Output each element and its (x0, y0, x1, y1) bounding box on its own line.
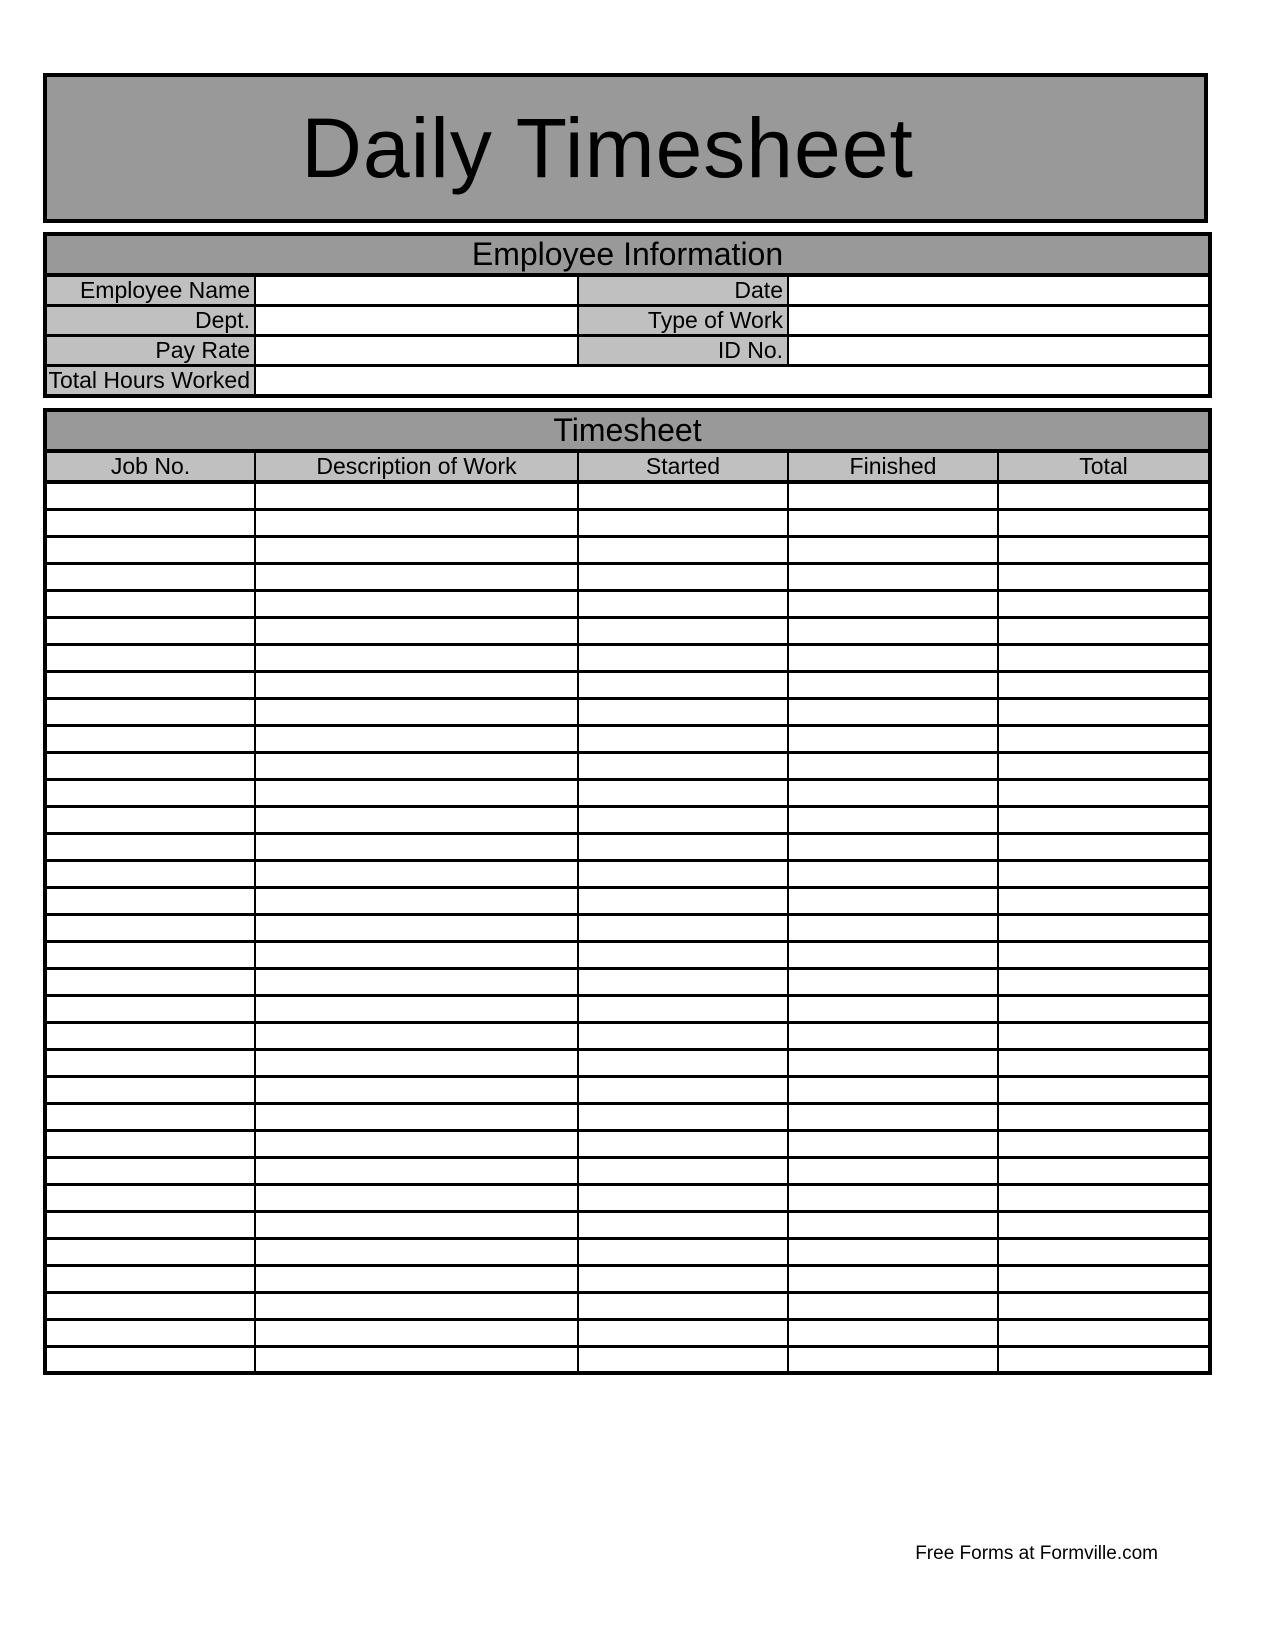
cell-finished[interactable] (788, 590, 998, 617)
cell-total[interactable] (998, 725, 1210, 752)
cell-job-no[interactable] (45, 779, 255, 806)
cell-description-of-work[interactable] (255, 914, 578, 941)
cell-total[interactable] (998, 617, 1210, 644)
table-row (45, 617, 1210, 644)
cell-started[interactable] (578, 968, 788, 995)
label-dept: Dept. (45, 306, 255, 336)
table-row (45, 1130, 1210, 1157)
cell-started[interactable] (578, 752, 788, 779)
cell-finished[interactable] (788, 860, 998, 887)
total-hours-worked-field[interactable] (255, 366, 1210, 397)
table-row (45, 968, 1210, 995)
cell-finished[interactable] (788, 725, 998, 752)
cell-total[interactable] (998, 779, 1210, 806)
cell-finished[interactable] (788, 1184, 998, 1211)
cell-description-of-work[interactable] (255, 1103, 578, 1130)
table-row (45, 1103, 1210, 1130)
cell-started[interactable] (578, 1292, 788, 1319)
table-row (45, 536, 1210, 563)
cell-total[interactable] (998, 1130, 1210, 1157)
cell-job-no[interactable] (45, 590, 255, 617)
cell-finished[interactable] (788, 671, 998, 698)
table-row (45, 1049, 1210, 1076)
cell-job-no[interactable] (45, 968, 255, 995)
cell-finished[interactable] (788, 509, 998, 536)
cell-description-of-work[interactable] (255, 590, 578, 617)
cell-job-no[interactable] (45, 1103, 255, 1130)
table-row (45, 1022, 1210, 1049)
table-row (45, 1292, 1210, 1319)
table-row (45, 563, 1210, 590)
cell-total[interactable] (998, 698, 1210, 725)
cell-total[interactable] (998, 1103, 1210, 1130)
table-row (45, 779, 1210, 806)
cell-finished[interactable] (788, 482, 998, 509)
cell-description-of-work[interactable] (255, 725, 578, 752)
cell-job-no[interactable] (45, 536, 255, 563)
column-header-job-no: Job No. (45, 451, 255, 482)
cell-finished[interactable] (788, 1211, 998, 1238)
cell-started[interactable] (578, 1319, 788, 1346)
cell-job-no[interactable] (45, 752, 255, 779)
cell-total[interactable] (998, 833, 1210, 860)
timesheet-column-header-row (45, 451, 1210, 482)
cell-started[interactable] (578, 1211, 788, 1238)
cell-job-no[interactable] (45, 725, 255, 752)
cell-job-no[interactable] (45, 806, 255, 833)
cell-finished[interactable] (788, 1076, 998, 1103)
section-header-timesheet: Timesheet (45, 410, 1210, 451)
cell-finished[interactable] (788, 1049, 998, 1076)
cell-total[interactable] (998, 1022, 1210, 1049)
cell-started[interactable] (578, 617, 788, 644)
cell-description-of-work[interactable] (255, 1211, 578, 1238)
cell-job-no[interactable] (45, 1184, 255, 1211)
cell-finished[interactable] (788, 1292, 998, 1319)
cell-description-of-work[interactable] (255, 1130, 578, 1157)
cell-job-no[interactable] (45, 1049, 255, 1076)
info-row (45, 306, 1210, 336)
cell-started[interactable] (578, 1022, 788, 1049)
cell-finished[interactable] (788, 1103, 998, 1130)
cell-description-of-work[interactable] (255, 1076, 578, 1103)
cell-finished[interactable] (788, 1130, 998, 1157)
cell-total[interactable] (998, 1238, 1210, 1265)
cell-job-no[interactable] (45, 1346, 255, 1373)
table-row (45, 1211, 1210, 1238)
cell-total[interactable] (998, 1292, 1210, 1319)
cell-started[interactable] (578, 509, 788, 536)
cell-finished[interactable] (788, 698, 998, 725)
cell-started[interactable] (578, 860, 788, 887)
cell-job-no[interactable] (45, 860, 255, 887)
cell-finished[interactable] (788, 833, 998, 860)
cell-finished[interactable] (788, 1346, 998, 1373)
cell-description-of-work[interactable] (255, 1238, 578, 1265)
cell-description-of-work[interactable] (255, 509, 578, 536)
cell-total[interactable] (998, 806, 1210, 833)
cell-job-no[interactable] (45, 671, 255, 698)
cell-started[interactable] (578, 1184, 788, 1211)
column-header-total: Total (998, 451, 1210, 482)
table-row (45, 1319, 1210, 1346)
cell-total[interactable] (998, 860, 1210, 887)
cell-total[interactable] (998, 644, 1210, 671)
form-title-box (43, 73, 1208, 223)
cell-description-of-work[interactable] (255, 1265, 578, 1292)
id-no-field[interactable] (788, 336, 1210, 366)
cell-job-no[interactable] (45, 698, 255, 725)
table-row (45, 1346, 1210, 1373)
cell-description-of-work[interactable] (255, 671, 578, 698)
cell-job-no[interactable] (45, 1130, 255, 1157)
cell-total[interactable] (998, 1049, 1210, 1076)
cell-total[interactable] (998, 1319, 1210, 1346)
table-row (45, 941, 1210, 968)
label-pay-rate: Pay Rate (45, 336, 255, 366)
cell-started[interactable] (578, 1130, 788, 1157)
cell-description-of-work[interactable] (255, 887, 578, 914)
type-of-work-field[interactable] (788, 306, 1210, 336)
cell-total[interactable] (998, 536, 1210, 563)
info-row (45, 366, 1210, 397)
cell-total[interactable] (998, 995, 1210, 1022)
cell-description-of-work[interactable] (255, 806, 578, 833)
cell-job-no[interactable] (45, 887, 255, 914)
table-row (45, 806, 1210, 833)
cell-finished[interactable] (788, 563, 998, 590)
cell-total[interactable] (998, 563, 1210, 590)
pay-rate-field[interactable] (255, 336, 578, 366)
label-date: Date (578, 275, 788, 306)
table-row (45, 1076, 1210, 1103)
cell-total[interactable] (998, 482, 1210, 509)
cell-job-no[interactable] (45, 995, 255, 1022)
cell-description-of-work[interactable] (255, 779, 578, 806)
cell-started[interactable] (578, 779, 788, 806)
cell-description-of-work[interactable] (255, 1157, 578, 1184)
label-total-hours-worked: Total Hours Worked (45, 366, 255, 397)
cell-description-of-work[interactable] (255, 752, 578, 779)
cell-finished[interactable] (788, 1022, 998, 1049)
label-employee-name: Employee Name (45, 275, 255, 306)
table-row (45, 671, 1210, 698)
cell-total[interactable] (998, 590, 1210, 617)
cell-job-no[interactable] (45, 833, 255, 860)
info-row (45, 336, 1210, 366)
table-row (45, 482, 1210, 509)
cell-started[interactable] (578, 1238, 788, 1265)
cell-total[interactable] (998, 1211, 1210, 1238)
info-row (45, 275, 1210, 306)
cell-description-of-work[interactable] (255, 860, 578, 887)
cell-job-no[interactable] (45, 1157, 255, 1184)
cell-started[interactable] (578, 725, 788, 752)
cell-finished[interactable] (788, 779, 998, 806)
cell-description-of-work[interactable] (255, 995, 578, 1022)
cell-total[interactable] (998, 887, 1210, 914)
column-header-finished: Finished (788, 451, 998, 482)
footer-credit: Free Forms at Formville.com (915, 1543, 1158, 1564)
table-row (45, 698, 1210, 725)
cell-description-of-work[interactable] (255, 698, 578, 725)
cell-total[interactable] (998, 1265, 1210, 1292)
cell-started[interactable] (578, 563, 788, 590)
form-content (43, 73, 1208, 1375)
cell-started[interactable] (578, 941, 788, 968)
cell-job-no[interactable] (45, 1211, 255, 1238)
cell-started[interactable] (578, 482, 788, 509)
cell-finished[interactable] (788, 1265, 998, 1292)
table-row (45, 833, 1210, 860)
cell-started[interactable] (578, 914, 788, 941)
cell-description-of-work[interactable] (255, 1292, 578, 1319)
cell-description-of-work[interactable] (255, 1184, 578, 1211)
cell-finished[interactable] (788, 752, 998, 779)
date-field[interactable] (788, 275, 1210, 306)
timesheet-rows (45, 482, 1210, 1373)
cell-job-no[interactable] (45, 1319, 255, 1346)
cell-description-of-work[interactable] (255, 1319, 578, 1346)
cell-finished[interactable] (788, 1319, 998, 1346)
cell-description-of-work[interactable] (255, 968, 578, 995)
table-row (45, 1157, 1210, 1184)
cell-started[interactable] (578, 590, 788, 617)
table-row (45, 914, 1210, 941)
cell-started[interactable] (578, 887, 788, 914)
employee-name-field[interactable] (255, 275, 578, 306)
cell-total[interactable] (998, 968, 1210, 995)
cell-description-of-work[interactable] (255, 1346, 578, 1373)
table-row (45, 860, 1210, 887)
cell-finished[interactable] (788, 644, 998, 671)
cell-job-no[interactable] (45, 1292, 255, 1319)
cell-job-no[interactable] (45, 644, 255, 671)
cell-description-of-work[interactable] (255, 941, 578, 968)
label-id-no: ID No. (578, 336, 788, 366)
cell-job-no[interactable] (45, 941, 255, 968)
cell-finished[interactable] (788, 1157, 998, 1184)
cell-job-no[interactable] (45, 1022, 255, 1049)
dept-field[interactable] (255, 306, 578, 336)
cell-started[interactable] (578, 1265, 788, 1292)
cell-finished[interactable] (788, 914, 998, 941)
cell-total[interactable] (998, 914, 1210, 941)
cell-started[interactable] (578, 671, 788, 698)
cell-started[interactable] (578, 536, 788, 563)
cell-started[interactable] (578, 833, 788, 860)
table-row (45, 509, 1210, 536)
cell-description-of-work[interactable] (255, 617, 578, 644)
employee-info-table (43, 232, 1212, 398)
cell-description-of-work[interactable] (255, 1049, 578, 1076)
table-row (45, 995, 1210, 1022)
cell-description-of-work[interactable] (255, 1022, 578, 1049)
cell-total[interactable] (998, 941, 1210, 968)
column-header-started: Started (578, 451, 788, 482)
cell-job-no[interactable] (45, 914, 255, 941)
table-row (45, 644, 1210, 671)
cell-job-no[interactable] (45, 1076, 255, 1103)
table-row (45, 1265, 1210, 1292)
cell-started[interactable] (578, 1076, 788, 1103)
cell-description-of-work[interactable] (255, 644, 578, 671)
cell-started[interactable] (578, 698, 788, 725)
cell-description-of-work[interactable] (255, 536, 578, 563)
cell-description-of-work[interactable] (255, 833, 578, 860)
cell-finished[interactable] (788, 995, 998, 1022)
cell-started[interactable] (578, 806, 788, 833)
timesheet-table (43, 408, 1212, 1375)
cell-job-no[interactable] (45, 617, 255, 644)
cell-total[interactable] (998, 1184, 1210, 1211)
table-row (45, 887, 1210, 914)
cell-description-of-work[interactable] (255, 482, 578, 509)
cell-job-no[interactable] (45, 1265, 255, 1292)
cell-total[interactable] (998, 671, 1210, 698)
form-title: Daily Timesheet (301, 100, 914, 195)
column-header-description-of-work: Description of Work (255, 451, 578, 482)
cell-finished[interactable] (788, 968, 998, 995)
cell-finished[interactable] (788, 536, 998, 563)
cell-job-no[interactable] (45, 1238, 255, 1265)
table-row (45, 752, 1210, 779)
cell-finished[interactable] (788, 887, 998, 914)
cell-finished[interactable] (788, 1238, 998, 1265)
table-row (45, 1184, 1210, 1211)
cell-total[interactable] (998, 752, 1210, 779)
cell-job-no[interactable] (45, 482, 255, 509)
cell-finished[interactable] (788, 941, 998, 968)
cell-finished[interactable] (788, 617, 998, 644)
cell-description-of-work[interactable] (255, 563, 578, 590)
label-type-of-work: Type of Work (578, 306, 788, 336)
table-row (45, 590, 1210, 617)
cell-total[interactable] (998, 1346, 1210, 1373)
cell-started[interactable] (578, 1346, 788, 1373)
cell-job-no[interactable] (45, 563, 255, 590)
cell-started[interactable] (578, 1157, 788, 1184)
cell-job-no[interactable] (45, 509, 255, 536)
section-header-employee-information: Employee Information (45, 234, 1210, 275)
table-row (45, 1238, 1210, 1265)
cell-finished[interactable] (788, 806, 998, 833)
cell-started[interactable] (578, 1049, 788, 1076)
cell-total[interactable] (998, 1157, 1210, 1184)
cell-started[interactable] (578, 995, 788, 1022)
cell-started[interactable] (578, 644, 788, 671)
cell-total[interactable] (998, 509, 1210, 536)
table-row (45, 725, 1210, 752)
cell-total[interactable] (998, 1076, 1210, 1103)
cell-started[interactable] (578, 1103, 788, 1130)
